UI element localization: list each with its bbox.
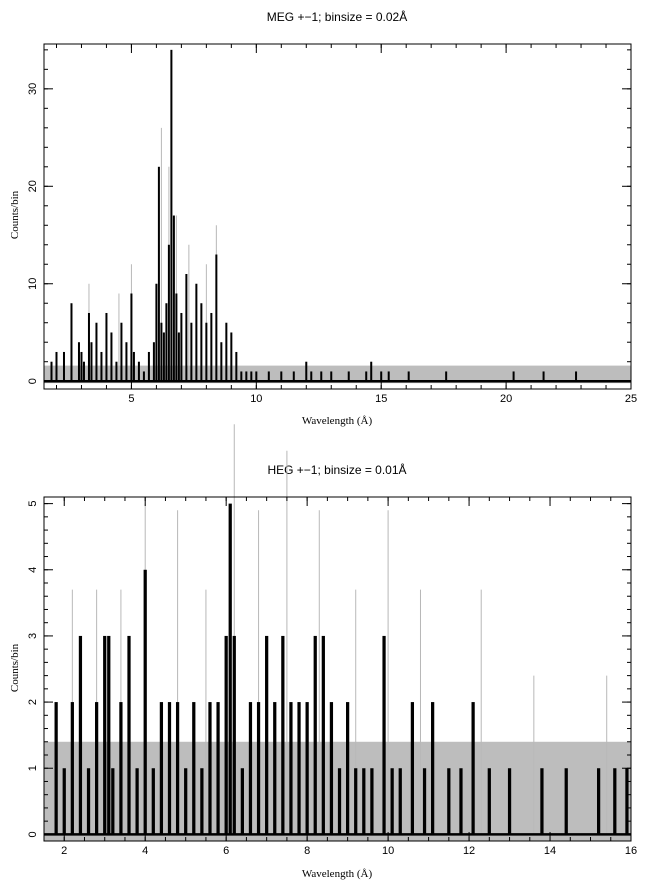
count-bar	[346, 702, 349, 834]
count-bar	[314, 636, 317, 834]
count-bar	[273, 702, 276, 834]
count-bar	[268, 371, 270, 381]
y-tick-label: 3	[27, 632, 39, 639]
count-bar	[143, 371, 145, 381]
count-bar	[330, 702, 333, 834]
count-bar	[107, 636, 110, 834]
count-bar	[322, 636, 325, 834]
count-bar	[305, 362, 307, 381]
count-bar	[185, 274, 187, 381]
count-bar	[200, 768, 203, 834]
count-bar	[225, 636, 228, 834]
y-tick-label: 4	[27, 566, 39, 573]
count-bar	[120, 323, 122, 381]
count-bar	[63, 768, 66, 834]
count-bar	[83, 362, 85, 381]
count-bar	[408, 371, 410, 381]
count-bar	[70, 303, 72, 381]
count-bar	[175, 293, 177, 381]
bottom-y-axis-label: Counts/bin	[9, 643, 21, 693]
count-bar	[153, 342, 155, 381]
count-bar	[229, 504, 232, 835]
count-bar	[447, 768, 450, 834]
count-bar	[148, 352, 150, 381]
count-bar	[508, 768, 511, 834]
count-bar	[513, 371, 515, 381]
count-bar	[119, 702, 122, 834]
count-bar	[471, 702, 474, 834]
count-bar	[216, 702, 219, 834]
count-bar	[382, 636, 385, 834]
count-bar	[178, 332, 180, 381]
x-tick-label: 15	[375, 393, 388, 405]
x-tick-label: 25	[624, 393, 638, 405]
x-tick-label: 14	[543, 845, 557, 857]
count-bar	[320, 371, 322, 381]
count-bar	[158, 167, 160, 381]
count-bar	[135, 768, 138, 834]
bottom-chart-title: HEG +−1; binsize = 0.01Å	[267, 463, 407, 477]
count-bar	[160, 323, 162, 381]
count-bar	[63, 352, 65, 381]
count-bar	[281, 636, 284, 834]
count-bar	[152, 768, 155, 834]
count-bar	[431, 702, 434, 834]
count-bar	[90, 342, 92, 381]
count-bar	[370, 768, 373, 834]
count-bar	[613, 768, 616, 834]
count-bar	[138, 362, 140, 381]
count-bar	[208, 702, 211, 834]
count-bar	[155, 284, 157, 381]
count-bar	[297, 702, 300, 834]
count-bar	[399, 768, 402, 834]
bottom-x-axis-label: Wavelength (Å)	[301, 868, 373, 880]
count-bar	[488, 768, 491, 834]
count-bar	[388, 371, 390, 381]
count-bar	[55, 702, 58, 834]
count-bar	[445, 371, 447, 381]
y-tick-label: 20	[27, 180, 39, 193]
count-bar	[289, 702, 292, 834]
count-bar	[380, 371, 382, 381]
y-tick-label: 30	[27, 82, 39, 95]
count-bar	[50, 362, 52, 381]
count-bar	[111, 768, 114, 834]
x-tick-label: 10	[250, 393, 263, 405]
count-bar	[130, 293, 132, 381]
count-bar	[115, 362, 117, 381]
count-bar	[95, 323, 97, 381]
count-bar	[391, 768, 394, 834]
top-chart-title: MEG +−1; binsize = 0.02Å	[266, 10, 408, 24]
count-bar	[79, 636, 82, 834]
count-bar	[257, 702, 260, 834]
count-bar	[170, 50, 172, 381]
count-bar	[249, 702, 252, 834]
heg-spectrum-chart	[27, 424, 637, 857]
count-bar	[230, 332, 232, 381]
count-bar	[100, 352, 102, 381]
count-bar	[192, 702, 195, 834]
x-tick-label: 5	[128, 393, 135, 405]
count-bar	[165, 303, 167, 381]
count-bar	[365, 371, 367, 381]
count-bar	[306, 702, 309, 834]
y-tick-label: 5	[27, 500, 39, 507]
count-bar	[168, 702, 171, 834]
count-bar	[105, 313, 107, 381]
count-bar	[423, 768, 426, 834]
count-bar	[575, 371, 577, 381]
count-bar	[173, 216, 175, 382]
count-bar	[250, 371, 252, 381]
count-bar	[338, 768, 341, 834]
top-y-axis-label: Counts/bin	[9, 190, 21, 240]
x-tick-label: 4	[142, 845, 149, 857]
x-tick-label: 16	[624, 845, 638, 857]
y-tick-label: 1	[27, 765, 39, 772]
meg-spectrum-chart	[27, 44, 637, 405]
count-bar	[255, 371, 257, 381]
count-bar	[190, 323, 192, 381]
count-bar	[95, 702, 98, 834]
count-bar	[127, 636, 130, 834]
count-bar	[55, 352, 57, 381]
count-bar	[176, 702, 179, 834]
count-bar	[195, 284, 197, 381]
count-bar	[540, 768, 543, 834]
count-bar	[597, 768, 600, 834]
count-bar	[200, 303, 202, 381]
x-tick-label: 2	[61, 845, 68, 857]
count-bar	[225, 323, 227, 381]
y-tick-label: 0	[27, 831, 39, 838]
count-bar	[71, 702, 74, 834]
count-bar	[330, 371, 332, 381]
y-tick-label: 0	[27, 378, 39, 385]
count-bar	[160, 702, 163, 834]
count-bar	[144, 570, 147, 835]
count-bar	[180, 313, 182, 381]
count-bar	[110, 332, 112, 381]
count-bar	[205, 323, 207, 381]
count-bar	[565, 768, 568, 834]
count-bar	[310, 371, 312, 381]
count-bar	[411, 702, 414, 834]
count-bar	[354, 768, 357, 834]
count-bar	[163, 332, 165, 381]
count-bar	[220, 342, 222, 381]
count-bar	[235, 352, 237, 381]
count-bar	[210, 313, 212, 381]
count-bar	[240, 371, 242, 381]
count-bar	[88, 313, 90, 381]
count-bar	[348, 371, 350, 381]
count-bar	[78, 342, 80, 381]
x-tick-label: 6	[223, 845, 230, 857]
count-bar	[168, 245, 170, 381]
count-bar	[362, 768, 365, 834]
count-bar	[625, 768, 628, 834]
count-bar	[245, 371, 247, 381]
count-bar	[215, 255, 217, 382]
count-bar	[80, 352, 82, 381]
count-bar	[265, 636, 268, 834]
y-tick-label: 10	[27, 277, 39, 290]
count-bar	[125, 342, 127, 381]
y-tick-label: 2	[27, 699, 39, 706]
count-bar	[370, 362, 372, 381]
count-bar	[233, 636, 236, 834]
x-tick-label: 8	[304, 845, 311, 857]
count-bar	[103, 636, 106, 834]
count-bar	[293, 371, 295, 381]
count-bar	[280, 371, 282, 381]
count-bar	[133, 352, 135, 381]
count-bar	[241, 768, 244, 834]
count-bar	[184, 768, 187, 834]
top-x-axis-label: Wavelength (Å)	[301, 415, 373, 427]
x-tick-label: 10	[381, 845, 395, 857]
count-bar	[459, 768, 462, 834]
x-tick-label: 12	[462, 845, 476, 857]
count-bar	[87, 768, 90, 834]
x-tick-label: 20	[499, 393, 513, 405]
count-bar	[543, 371, 545, 381]
